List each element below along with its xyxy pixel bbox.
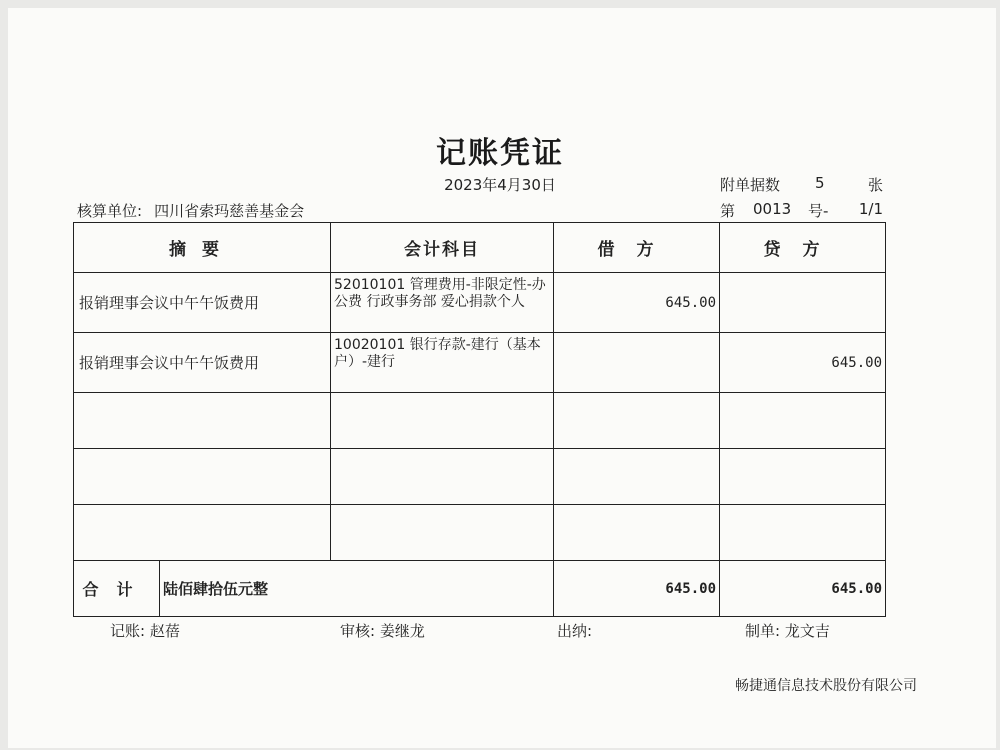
total-amount-words: 陆佰肆拾伍元整 bbox=[160, 561, 554, 617]
reviewer-label: 审核: bbox=[340, 622, 376, 640]
preparer-label: 制单: bbox=[745, 622, 781, 640]
attachments-value: 5 bbox=[815, 174, 825, 192]
attachments-count bbox=[720, 174, 885, 195]
bookkeeper-label: 记账: bbox=[110, 622, 146, 640]
empty-row bbox=[74, 393, 886, 449]
row-credit bbox=[720, 273, 886, 333]
preparer-signature bbox=[745, 620, 830, 641]
header-account: 会计科目 bbox=[331, 223, 554, 273]
accounting-unit-label: 核算单位: bbox=[77, 202, 143, 220]
empty-cell bbox=[720, 505, 886, 561]
voucher-table bbox=[73, 222, 886, 617]
empty-cell bbox=[74, 393, 331, 449]
voucher-prefix: 第 bbox=[720, 202, 736, 220]
row-summary: 报销理事会议中午午饭费用 bbox=[74, 273, 331, 333]
row-account: 52010101 管理费用-非限定性-办公费 行政事务部 爱心捐款个人 bbox=[331, 273, 554, 333]
total-debit: 645.00 bbox=[554, 561, 720, 617]
cashier-label: 出纳: bbox=[557, 622, 593, 640]
empty-cell bbox=[554, 505, 720, 561]
table-row bbox=[74, 273, 886, 333]
voucher-number bbox=[720, 200, 885, 221]
bookkeeper-signature bbox=[110, 620, 180, 641]
voucher-page: 1/1 bbox=[858, 200, 883, 218]
voucher-suffix: 号- bbox=[808, 202, 829, 220]
row-credit: 645.00 bbox=[720, 333, 886, 393]
row-account: 10020101 银行存款-建行（基本户）-建行 bbox=[331, 333, 554, 393]
accounting-unit-value: 四川省索玛慈善基金会 bbox=[154, 202, 305, 220]
empty-cell bbox=[331, 505, 554, 561]
cashier-signature bbox=[557, 620, 592, 641]
voucher-title: 记账凭证 bbox=[436, 136, 564, 171]
empty-row bbox=[74, 505, 886, 561]
reviewer-signature bbox=[340, 620, 425, 641]
software-company: 畅捷通信息技术股份有限公司 bbox=[735, 678, 917, 694]
header-credit: 贷方 bbox=[720, 223, 886, 273]
header-summary: 摘要 bbox=[74, 223, 331, 273]
bookkeeper-name: 赵蓓 bbox=[149, 622, 180, 640]
empty-cell bbox=[331, 393, 554, 449]
empty-cell bbox=[554, 393, 720, 449]
row-summary: 报销理事会议中午午饭费用 bbox=[74, 333, 331, 393]
reviewer-name: 姜继龙 bbox=[379, 622, 425, 640]
total-credit: 645.00 bbox=[720, 561, 886, 617]
accounting-unit bbox=[77, 200, 316, 221]
empty-cell bbox=[720, 449, 886, 505]
preparer-name: 龙文吉 bbox=[784, 622, 830, 640]
row-debit bbox=[554, 333, 720, 393]
table-header-row bbox=[74, 223, 886, 273]
total-label: 合计 bbox=[74, 561, 160, 617]
empty-cell bbox=[74, 449, 331, 505]
empty-cell bbox=[331, 449, 554, 505]
attachments-label: 附单据数 bbox=[720, 176, 781, 194]
voucher-date: 2023年4月30日 bbox=[444, 176, 556, 194]
empty-row bbox=[74, 449, 886, 505]
row-debit: 645.00 bbox=[554, 273, 720, 333]
empty-cell bbox=[720, 393, 886, 449]
total-row bbox=[74, 561, 886, 617]
table-row bbox=[74, 333, 886, 393]
empty-cell bbox=[554, 449, 720, 505]
header-debit: 借方 bbox=[554, 223, 720, 273]
attachments-unit: 张 bbox=[867, 176, 883, 194]
voucher-number-value: 0013 bbox=[753, 200, 792, 218]
empty-cell bbox=[74, 505, 331, 561]
